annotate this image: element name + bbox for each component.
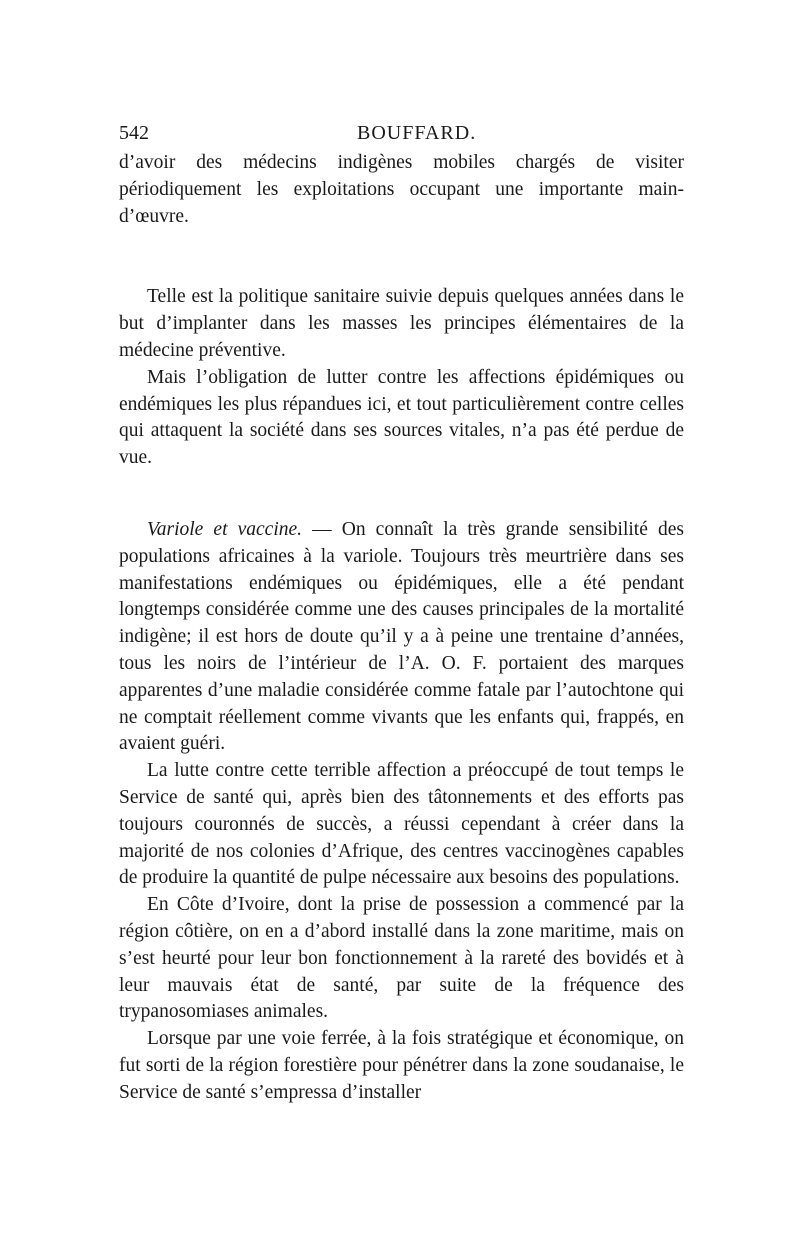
- paragraph-railway: Lorsque par une voie ferrée, à la fois stratégique et économique, on fut sorti de la région forestière pour pénétrer dans la zone soudanaise, le Service de santé s’empressa d’installer: [119, 1028, 684, 1103]
- section-title-variole: Variole et vaccine.: [147, 518, 303, 540]
- paragraph-sanitary-policy: Telle est la politique sanitaire suivie depuis quelques années dans le but d’implanter dans les masses les principes élémentaires de la médecine préventive.: [119, 286, 684, 361]
- paragraph-cote-divoire: En Côte d’Ivoire, dont la prise de possession a commencé par la région côtière, on en a d’abord installé dans la zone maritime, mais on s’est heurté pour leur bon fonctionnement à la rareté des bovidés et à leur mauvais état de santé, par suite de la fréquence des trypanosomiases animales.: [119, 894, 684, 1023]
- paragraph-gap: [119, 230, 684, 284]
- page-header: [119, 122, 684, 150]
- section-gap: [119, 472, 684, 517]
- paragraph-health-service: La lutte contre cette terrible affection a préoccupé de tout temps le Service de santé qui, après bien des tâtonnements et des efforts pas toujours couronnés de succès, a réussi cependant à créer dans la majorité de nos colonies d’Afrique, des centres vaccinogènes capables de produire la quantité de pulpe nécessaire aux besoins des populations.: [119, 760, 684, 889]
- paragraph-continuation: d’avoir des médecins indigènes mobiles chargés de visiter périodiquement les exploitations occupant une importante main-d’œuvre.: [119, 152, 684, 227]
- running-head: BOUFFARD.: [357, 122, 477, 144]
- paragraph-variole-text: — On connaît la très grande sensibilité des populations africaines à la variole. Toujours très meurtrière dans ses manifestations endémiques ou épidémiques, elle a été pendant longtemps considérée comme une des causes principales de la mortalité indigène; il est hors de doute qu’il y a à peine une trentaine d’années, tous les noirs de l’intérieur de l’A. O. F. portaient des marques apparentes d’une maladie considérée comme fatale par l’autochtone qui ne comptait réellement comme vivants que les enfants qui, frappés, en avaient guéri.: [119, 518, 684, 755]
- page-number: 542: [119, 122, 149, 144]
- body-text: [119, 150, 684, 1107]
- paragraph-epidemic-fight: Mais l’obligation de lutter contre les affections épidémiques ou endémiques les plus répandues ici, et tout particulièrement contre celles qui attaquent la société dans ses sources vitales, n’a pas été perdue de vue.: [119, 366, 684, 469]
- paragraph-variole-intro: [119, 517, 684, 758]
